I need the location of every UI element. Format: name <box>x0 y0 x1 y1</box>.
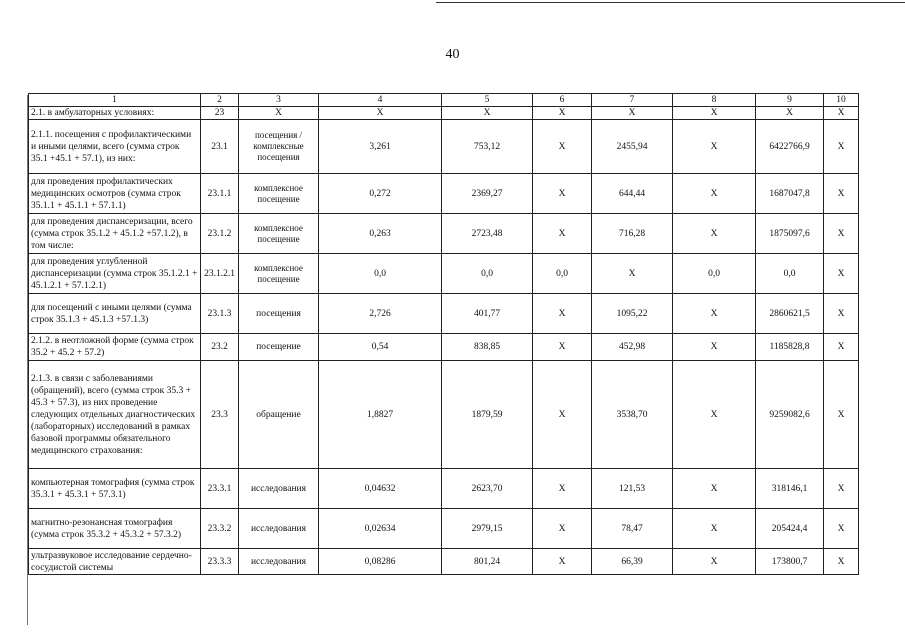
page-number: 40 <box>445 47 460 62</box>
table-header-row <box>29 94 859 107</box>
value-cell: 2455,94 <box>592 120 673 174</box>
value-cell: 2860621,5 <box>756 294 824 334</box>
unit-text: комплексное посещение <box>254 182 303 204</box>
header-cell: 9 <box>756 94 824 107</box>
value-cell: Х <box>533 334 592 361</box>
value-cell: 644,44 <box>592 174 673 214</box>
table-row <box>29 509 859 549</box>
row-unit-cell: исследования <box>239 469 319 509</box>
header-cell: 8 <box>673 94 756 107</box>
value-cell: 401,77 <box>442 294 533 334</box>
header-cell: 1 <box>29 94 201 107</box>
table-row <box>29 174 859 214</box>
value-cell: Х <box>824 214 859 254</box>
row-name-cell: ультразвуковое исследование сердечно-сосудистой системы <box>29 549 201 575</box>
value-cell: Х <box>533 549 592 575</box>
table-row <box>29 294 859 334</box>
value-cell: Х <box>824 549 859 575</box>
row-name-cell: для проведения углубленной диспансеризации (сумма строк 35.1.2.1 + 45.1.2.1 + 57.1.2.1) <box>29 254 201 294</box>
row-code-cell: 23.3.1 <box>201 469 239 509</box>
value-cell: 0,02634 <box>319 509 442 549</box>
value-cell: 2723,48 <box>442 214 533 254</box>
header-cell: 3 <box>239 94 319 107</box>
value-cell: 205424,4 <box>756 509 824 549</box>
value-cell: Х <box>533 469 592 509</box>
row-code-cell: 23.1.1 <box>201 174 239 214</box>
value-cell: 1879,59 <box>442 361 533 469</box>
data-table <box>28 93 859 575</box>
value-cell: Х <box>533 509 592 549</box>
row-name-cell: для проведения профилактических медицинских осмотров (сумма строк 35.1.1 + 45.1.1 + 57.1.1) <box>29 174 201 214</box>
value-cell: Х <box>824 361 859 469</box>
row-unit-cell: посещение <box>239 334 319 361</box>
value-cell: 2369,27 <box>442 174 533 214</box>
header-cell: 6 <box>533 94 592 107</box>
value-cell: 1095,22 <box>592 294 673 334</box>
value-cell: Х <box>319 107 442 120</box>
row-unit-cell: посещения <box>239 294 319 334</box>
value-cell: Х <box>533 120 592 174</box>
value-cell: 1687047,8 <box>756 174 824 214</box>
value-cell: 2,726 <box>319 294 442 334</box>
value-cell: 0,0 <box>319 254 442 294</box>
row-unit-cell <box>239 214 319 254</box>
table-row <box>29 214 859 254</box>
value-cell: Х <box>673 509 756 549</box>
row-unit-cell <box>239 120 319 174</box>
row-name-cell: 2.1.2. в неотложной форме (сумма строк 35.2 + 45.2 + 57.2) <box>29 334 201 361</box>
value-cell: Х <box>673 214 756 254</box>
unit-text: посещения / комплексные посещения <box>253 130 304 162</box>
value-cell: 801,24 <box>442 549 533 575</box>
row-unit-cell: Х <box>239 107 319 120</box>
value-cell: Х <box>673 294 756 334</box>
value-cell: 3538,70 <box>592 361 673 469</box>
value-cell: Х <box>533 174 592 214</box>
row-code-cell: 23.3.2 <box>201 509 239 549</box>
value-cell: 0,263 <box>319 214 442 254</box>
header-cell: 2 <box>201 94 239 107</box>
value-cell: Х <box>824 254 859 294</box>
value-cell: Х <box>824 334 859 361</box>
header-cell: 7 <box>592 94 673 107</box>
row-unit-cell: исследования <box>239 549 319 575</box>
row-unit-cell: исследования <box>239 509 319 549</box>
unit-text: комплексное посещение <box>254 262 303 284</box>
value-cell: Х <box>592 254 673 294</box>
row-name-cell: магнитно-резонансная томография (сумма строк 35.3.2 + 45.3.2 + 57.3.2) <box>29 509 201 549</box>
header-cell: 10 <box>824 94 859 107</box>
row-name-cell: 2.1.1. посещения с профилактическими и иными целями, всего (сумма строк 35.1 +45.1 + 57.1), из них: <box>29 120 201 174</box>
value-cell: 0,0 <box>673 254 756 294</box>
value-cell: Х <box>673 174 756 214</box>
value-cell: 0,0 <box>756 254 824 294</box>
value-cell: Х <box>673 469 756 509</box>
value-cell: 716,28 <box>592 214 673 254</box>
value-cell: 318146,1 <box>756 469 824 509</box>
value-cell: Х <box>673 549 756 575</box>
value-cell: Х <box>533 107 592 120</box>
value-cell: Х <box>442 107 533 120</box>
value-cell: 753,12 <box>442 120 533 174</box>
table-row <box>29 120 859 174</box>
value-cell: Х <box>824 107 859 120</box>
table-row <box>29 469 859 509</box>
value-cell: Х <box>824 294 859 334</box>
header-cell: 5 <box>442 94 533 107</box>
row-name-cell: для посещений с иными целями (сумма строк 35.1.3 + 45.1.3 +57.1.3) <box>29 294 201 334</box>
row-code-cell: 23 <box>201 107 239 120</box>
row-code-cell: 23.1.3 <box>201 294 239 334</box>
value-cell: 0,08286 <box>319 549 442 575</box>
table-row <box>29 107 859 120</box>
value-cell: Х <box>673 107 756 120</box>
row-unit-cell <box>239 174 319 214</box>
value-cell: 121,53 <box>592 469 673 509</box>
value-cell: 1,8827 <box>319 361 442 469</box>
value-cell: Х <box>673 334 756 361</box>
value-cell: 78,47 <box>592 509 673 549</box>
row-code-cell: 23.3.3 <box>201 549 239 575</box>
table-row <box>29 361 859 469</box>
value-cell: 1875097,6 <box>756 214 824 254</box>
row-unit-cell <box>239 254 319 294</box>
value-cell: Х <box>824 120 859 174</box>
row-code-cell: 23.2 <box>201 334 239 361</box>
row-name-cell: 2.1.3. в связи с заболеваниями (обращений), всего (сумма строк 35.3 + 45.3 + 57.3), из них проведение следующих отдельных диагностических (лабораторных) исследований в рамках базовой программы обязательного медицинского страхования: <box>29 361 201 469</box>
row-name-cell: для проведения диспансеризации, всего (сумма строк 35.1.2 + 45.1.2 +57.1.2), в том числе: <box>29 214 201 254</box>
row-name-cell: компьютерная томография (сумма строк 35.3.1 + 45.3.1 + 57.3.1) <box>29 469 201 509</box>
value-cell: 2623,70 <box>442 469 533 509</box>
row-code-cell: 23.1.2 <box>201 214 239 254</box>
value-cell: 0,272 <box>319 174 442 214</box>
table-row <box>29 549 859 575</box>
value-cell: 0,0 <box>442 254 533 294</box>
value-cell: Х <box>824 469 859 509</box>
value-cell: Х <box>824 174 859 214</box>
value-cell: 838,85 <box>442 334 533 361</box>
value-cell: 173800,7 <box>756 549 824 575</box>
value-cell: 1185828,8 <box>756 334 824 361</box>
value-cell: 9259082,6 <box>756 361 824 469</box>
table-row <box>29 334 859 361</box>
value-cell: 452,98 <box>592 334 673 361</box>
value-cell: 0,0 <box>533 254 592 294</box>
value-cell: Х <box>673 120 756 174</box>
value-cell: Х <box>533 361 592 469</box>
value-cell: 0,54 <box>319 334 442 361</box>
row-code-cell: 23.3 <box>201 361 239 469</box>
value-cell: Х <box>592 107 673 120</box>
row-code-cell: 23.1.2.1 <box>201 254 239 294</box>
table-row <box>29 254 859 294</box>
header-cell: 4 <box>319 94 442 107</box>
value-cell: Х <box>533 294 592 334</box>
row-name-cell: 2.1. в амбулаторных условиях: <box>29 107 201 120</box>
value-cell: Х <box>533 214 592 254</box>
value-cell: 2979,15 <box>442 509 533 549</box>
row-unit-cell: обращение <box>239 361 319 469</box>
value-cell: Х <box>824 509 859 549</box>
value-cell: Х <box>756 107 824 120</box>
unit-text: комплексное посещение <box>254 222 303 244</box>
row-code-cell: 23.1 <box>201 120 239 174</box>
top-rule-line <box>436 2 905 3</box>
value-cell: 6422766,9 <box>756 120 824 174</box>
value-cell: Х <box>673 361 756 469</box>
value-cell: 3,261 <box>319 120 442 174</box>
value-cell: 0,04632 <box>319 469 442 509</box>
value-cell: 66,39 <box>592 549 673 575</box>
